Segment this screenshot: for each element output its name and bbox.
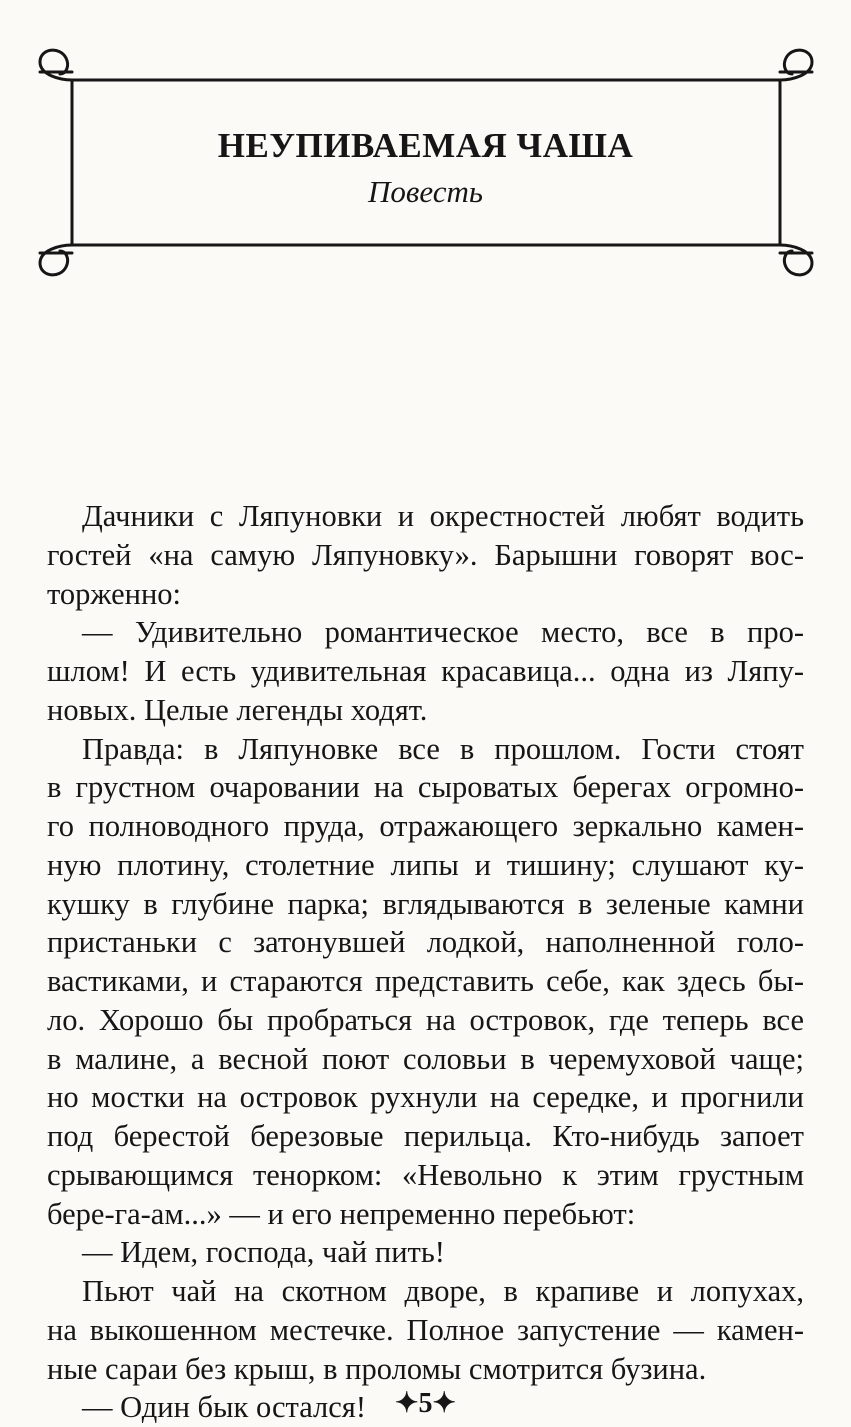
text-line: на выкошенном местечке. Полное запустение — камен- (47, 1312, 804, 1347)
text-line: бере-га-ам...» — и его непременно перебьют: (47, 1196, 636, 1231)
text-line: ло. Хорошо бы пробраться на островок, где теперь все (47, 1002, 804, 1037)
text-line: в малине, а весной поют соловьи в черемуховой чаще; (47, 1041, 804, 1076)
paragraph (47, 613, 804, 729)
text-line: — Удивительно романтическое место, все в про- (82, 615, 804, 650)
text-line: Правда: в Ляпуновке все в прошлом. Гости стоят (82, 731, 804, 766)
text-line: срывающимся тенорком: «Невольно к этим грустным (47, 1157, 804, 1192)
page-number-value: 5 (418, 1388, 433, 1419)
text-line: гостей «на самую Ляпуновку». Барышни говорят вос- (47, 537, 804, 572)
text-line: в грустном очаровании на сыроватых берегах огромно- (47, 770, 804, 805)
text-line: ную плотину, столетние липы и тишину; слушают ку- (47, 847, 804, 882)
text-line: торженно: (47, 576, 182, 611)
chapter-title: НЕУПИВАЕМАЯ ЧАША (217, 126, 634, 165)
text-line: вастиками, и стараются представить себе, как здесь бы- (47, 964, 804, 998)
text-line: кушку в глубине парка; вглядываются в зеленые камни (47, 886, 804, 921)
text-line: — Один бык остался! (82, 1390, 366, 1425)
body-text (47, 497, 804, 1427)
text-line: Пьют чай на скотном дворе, в крапиве и лопухах, (82, 1274, 804, 1308)
text-line: новых. Целые легенды ходят. (47, 692, 428, 727)
folio-ornament-left: ✦ (395, 1388, 419, 1419)
folio-ornament-right: ✦ (432, 1388, 456, 1419)
text-line: пристаньки с затонувшей лодкой, наполненной голо- (47, 925, 804, 960)
page-number (0, 1386, 851, 1422)
paragraph (47, 497, 804, 613)
text-line: но мостки на островок рухнули на середке, и прогнили (47, 1080, 804, 1115)
text-line: го полноводного пруда, отражающего зеркально камен- (47, 809, 804, 843)
text-line: — Идем, господа, чай пить! (82, 1235, 445, 1270)
text-line: Дачники с Ляпуновки и окрестностей любят водить (82, 499, 804, 533)
text-line: ные сараи без крыш, в проломы смотрится бузина. (47, 1351, 707, 1386)
chapter-subtitle: Повесть (368, 174, 483, 209)
paragraph (47, 730, 804, 1234)
paragraph (47, 1272, 804, 1388)
title-block (70, 122, 781, 214)
paragraph (47, 1233, 804, 1272)
text-line: шлом! И есть удивительная красавица... одна из Ляпу- (47, 654, 804, 688)
text-line: под берестой березовые перильца. Кто-нибудь запоет (47, 1119, 804, 1153)
